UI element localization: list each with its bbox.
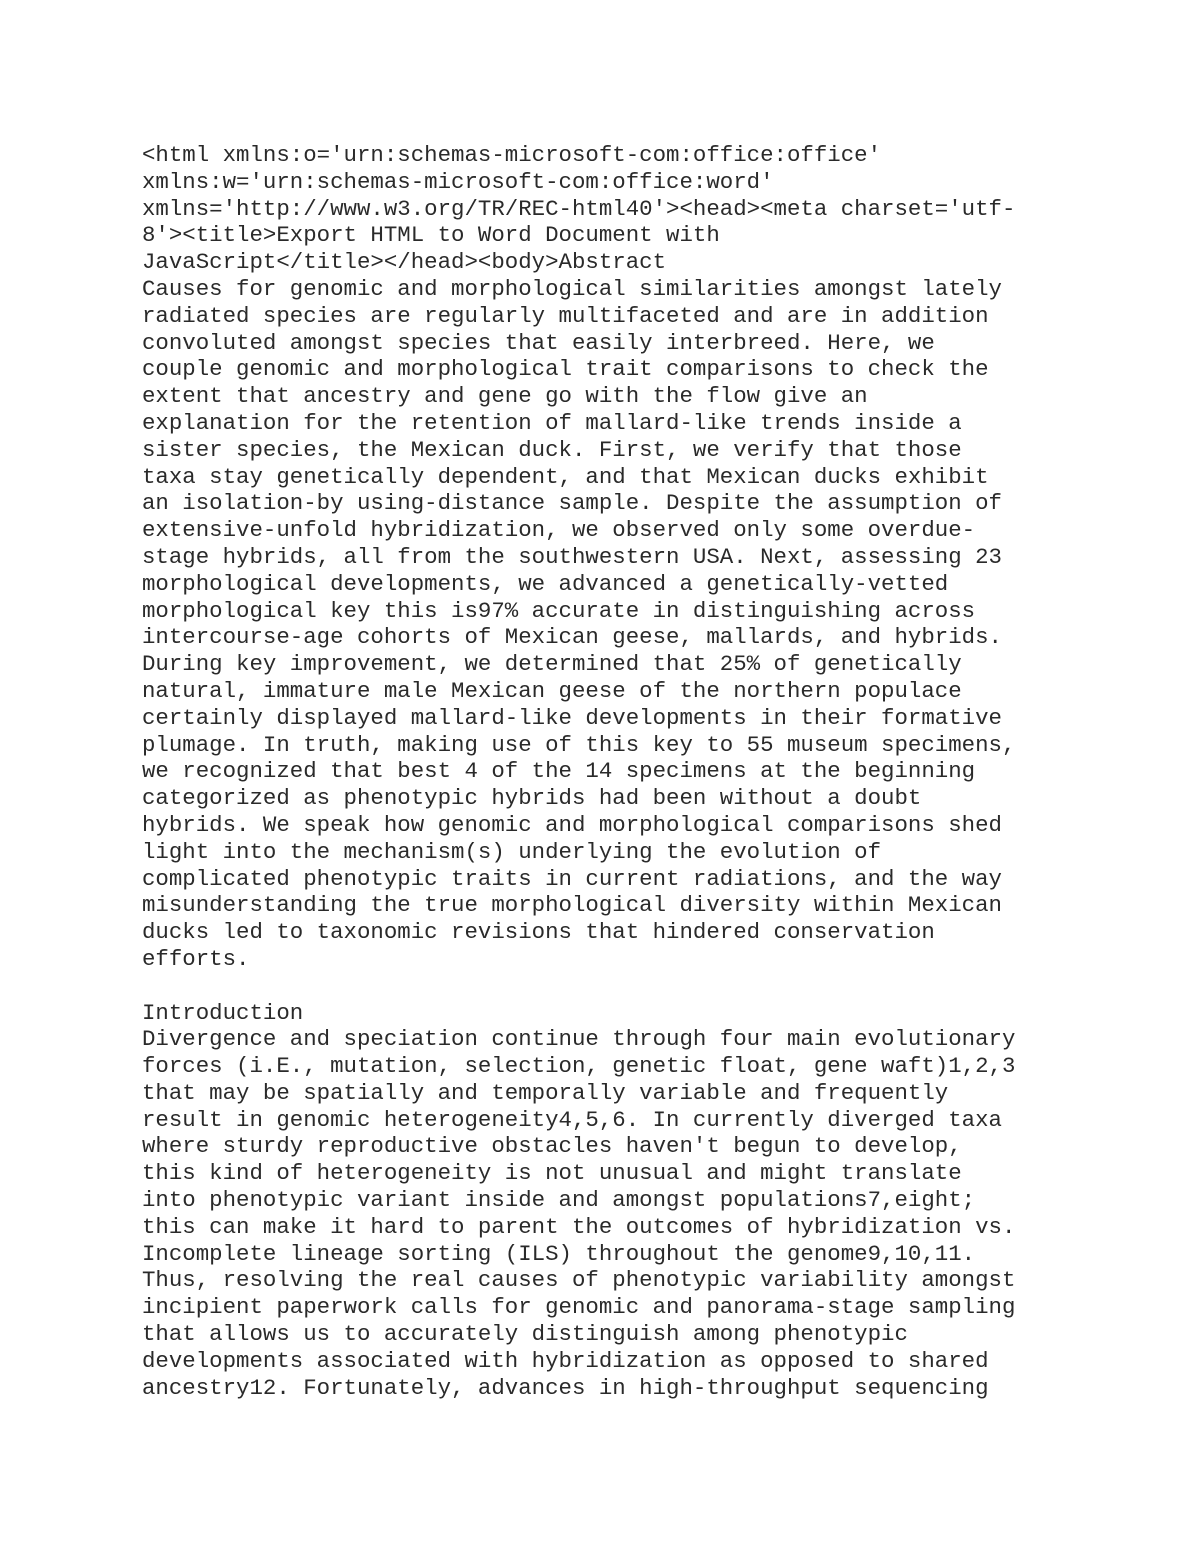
introduction-line: Incomplete lineage sorting (ILS) throughout the genome9,10,11. — [142, 1240, 976, 1267]
abstract-line: explanation for the retention of mallard-like trends inside a — [142, 409, 962, 436]
header-line: <html xmlns:o='urn:schemas-microsoft-com:office:office' — [142, 142, 882, 168]
abstract-line: complicated phenotypic traits in current radiations, and the way — [142, 865, 1002, 892]
introduction-line: developments associated with hybridization as opposed to shared — [142, 1347, 989, 1374]
header-line: JavaScript</title></head><body>Abstract — [142, 249, 667, 276]
abstract-line: hybrids. We speak how genomic and morphological comparisons shed — [142, 811, 1002, 838]
abstract-line: efforts. — [142, 945, 250, 972]
abstract-line: we recognized that best 4 of the 14 specimens at the beginning — [142, 758, 976, 785]
introduction-line: forces (i.E., mutation, selection, genetic float, gene waft)1,2,3 — [142, 1053, 1016, 1080]
abstract-line: convoluted amongst species that easily interbreed. Here, we — [142, 329, 935, 356]
introduction-line: that may be spatially and temporally variable and frequently — [142, 1079, 949, 1106]
abstract-line: morphological key this is97% accurate in distinguishing across — [142, 597, 976, 624]
paragraph-spacer — [142, 973, 1102, 1000]
abstract-line: morphological developments, we advanced a genetically-vetted — [142, 570, 949, 597]
abstract-line: natural, immature male Mexican geese of the northern populace — [142, 677, 962, 704]
introduction-line: into phenotypic variant inside and amongst populations7,eight; — [142, 1187, 976, 1214]
abstract-line: During key improvement, we determined that 25% of genetically — [142, 651, 962, 678]
abstract-line: an isolation-by using-distance sample. Despite the assumption of — [142, 490, 1002, 517]
introduction-line: Thus, resolving the real causes of phenotypic variability amongst — [142, 1267, 1016, 1294]
abstract-line: intercourse-age cohorts of Mexican geese, mallards, and hybrids. — [142, 624, 1002, 651]
abstract-line: light into the mechanism(s) underlying the evolution of — [142, 838, 882, 865]
introduction-line: Divergence and speciation continue through four main evolutionary — [142, 1026, 1016, 1053]
abstract-line: Causes for genomic and morphological similarities amongst lately — [142, 275, 1002, 302]
abstract-line: categorized as phenotypic hybrids had been without a doubt — [142, 785, 922, 812]
introduction-line: incipient paperwork calls for genomic and panorama-stage sampling — [142, 1294, 1016, 1321]
header-line: xmlns:w='urn:schemas-microsoft-com:office:word' — [142, 168, 774, 195]
abstract-line: stage hybrids, all from the southwestern USA. Next, assessing 23 — [142, 543, 1002, 570]
introduction-line: this can make it hard to parent the outcomes of hybridization vs. — [142, 1213, 1016, 1240]
abstract-line: plumage. In truth, making use of this key to 55 museum specimens, — [142, 731, 1016, 758]
abstract-line: extent that ancestry and gene go with the flow give an — [142, 383, 868, 410]
abstract-line: taxa stay genetically dependent, and that Mexican ducks exhibit — [142, 463, 989, 490]
document-page — [142, 142, 1102, 1401]
introduction-heading: Introduction — [142, 999, 304, 1026]
abstract-line: certainly displayed mallard-like developments in their formative — [142, 704, 1002, 731]
abstract-paragraph — [142, 276, 1102, 973]
abstract-line: sister species, the Mexican duck. First, we verify that those — [142, 436, 962, 463]
introduction-line: result in genomic heterogeneity4,5,6. In currently diverged taxa — [142, 1106, 1002, 1133]
header-line: 8'><title>Export HTML to Word Document with — [142, 222, 720, 249]
introduction-line: where sturdy reproductive obstacles haven't begun to develop, — [142, 1133, 962, 1160]
abstract-line: misunderstanding the true morphological diversity within Mexican — [142, 892, 1002, 919]
header-line: xmlns='http://www.w3.org/TR/REC-html40'><head><meta charset='utf- — [142, 195, 1016, 222]
introduction-paragraph — [142, 1026, 1102, 1401]
abstract-line: ducks led to taxonomic revisions that hindered conservation — [142, 919, 935, 946]
abstract-line: radiated species are regularly multifaceted and are in addition — [142, 302, 989, 329]
introduction-line: ancestry12. Fortunately, advances in high-throughput sequencing — [142, 1374, 989, 1401]
abstract-line: couple genomic and morphological trait comparisons to check the — [142, 356, 989, 383]
abstract-line: extensive-unfold hybridization, we observed only some overdue- — [142, 517, 976, 544]
introduction-line: that allows us to accurately distinguish among phenotypic — [142, 1321, 908, 1348]
html-header-block — [142, 142, 1102, 276]
introduction-line: this kind of heterogeneity is not unusual and might translate — [142, 1160, 962, 1187]
